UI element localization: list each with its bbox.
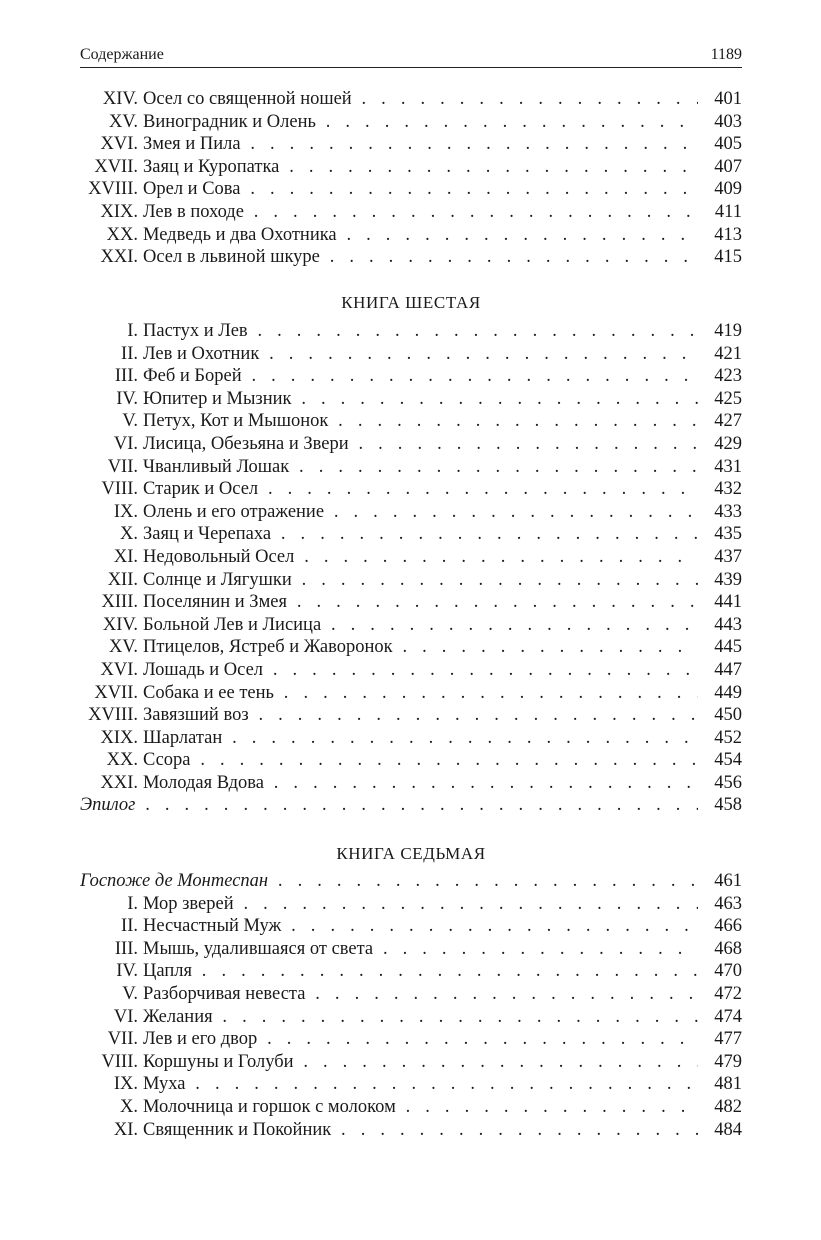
entry-number: VII. — [107, 1029, 138, 1050]
entry-title: Шарлатан . . . — [143, 727, 698, 750]
entry-page: 482 — [698, 1096, 742, 1119]
entry-page: 439 — [698, 569, 742, 592]
entry-title: Желания . . . — [143, 1006, 698, 1029]
entry-page: 407 — [698, 156, 742, 179]
entry-page: 443 — [698, 614, 742, 637]
entry-title: Поселянин и Змея . . . — [143, 591, 698, 614]
toc-entry — [80, 365, 742, 388]
page-number: 1189 — [710, 46, 742, 63]
entry-title: Муха . . . — [143, 1073, 698, 1096]
entry-page: 413 — [698, 224, 742, 247]
entry-title: Цапля . . . — [143, 960, 698, 983]
toc-entry — [80, 111, 742, 134]
toc-entry — [80, 201, 742, 224]
entry-page: 403 — [698, 111, 742, 134]
toc-entry-dedication — [80, 870, 742, 893]
entry-number: XII. — [107, 569, 138, 590]
book6-heading: КНИГА ШЕСТАЯ — [341, 293, 481, 312]
toc-entry — [80, 727, 742, 750]
entry-page: 435 — [698, 523, 742, 546]
entry-number: XXI. — [100, 247, 138, 268]
toc-entry — [80, 88, 742, 111]
toc-entry — [80, 682, 742, 705]
entry-page: 479 — [698, 1051, 742, 1074]
entry-title: Заяц и Черепаха . . . — [143, 523, 698, 546]
header-rule — [80, 67, 742, 68]
entry-title: Священник и Покойник . . . — [143, 1119, 698, 1142]
entry-number: X. — [120, 524, 138, 545]
entry-title: Виноградник и Олень . . . — [143, 111, 698, 134]
book7-toc-list — [80, 870, 742, 1141]
entry-number: II. — [121, 343, 138, 364]
toc-entry — [80, 433, 742, 456]
entry-number: XIV. — [102, 614, 138, 635]
toc-entry — [80, 1006, 742, 1029]
toc-entry — [80, 224, 742, 247]
entry-page: 461 — [698, 870, 742, 893]
entry-number: XX. — [106, 224, 138, 245]
entry-number: II. — [121, 916, 138, 937]
entry-title: Молочница и горшок с молоком . . . — [143, 1096, 698, 1119]
entry-title: Змея и Пила . . . — [143, 133, 698, 156]
entry-number: XVIII. — [88, 705, 138, 726]
entry-title: Несчастный Муж . . . — [143, 915, 698, 938]
toc-entry — [80, 1073, 742, 1096]
toc-entry — [80, 938, 742, 961]
entry-page: 449 — [698, 682, 742, 705]
entry-page: 447 — [698, 659, 742, 682]
toc-entry — [80, 569, 742, 592]
entry-number: XXI. — [100, 772, 138, 793]
entry-number: VII. — [107, 456, 138, 477]
entry-title: Мышь, удалившаяся от света . . . — [143, 938, 698, 961]
entry-title: Птицелов, Ястреб и Жаворонок . . . — [143, 636, 698, 659]
entry-page: 411 — [698, 201, 742, 224]
section-title: Содержание — [80, 46, 164, 63]
entry-number: XI. — [113, 1119, 138, 1140]
entry-page: 421 — [698, 343, 742, 366]
entry-number: XVII. — [94, 156, 138, 177]
entry-title: Лев и его двор . . . — [143, 1028, 698, 1051]
toc-entry — [80, 960, 742, 983]
entry-page: 437 — [698, 546, 742, 569]
entry-page: 470 — [698, 960, 742, 983]
entry-title: Недовольный Осел . . . — [143, 546, 698, 569]
entry-number: V. — [122, 411, 138, 432]
toc-entry — [80, 772, 742, 795]
entry-number: I. — [127, 321, 138, 341]
entry-number: XX. — [106, 750, 138, 771]
entry-number: III. — [114, 366, 138, 387]
toc-entry — [80, 478, 742, 501]
entry-number: XV. — [109, 637, 138, 658]
entry-page: 405 — [698, 133, 742, 156]
entry-title: Лев и Охотник . . . — [143, 343, 698, 366]
entry-title: Старик и Осел . . . — [143, 478, 698, 501]
entry-page: 454 — [698, 749, 742, 772]
toc-entry — [80, 893, 742, 916]
entry-title: Медведь и два Охотника . . . — [143, 224, 698, 247]
toc-entry — [80, 1119, 742, 1142]
entry-page: 456 — [698, 772, 742, 795]
entry-title: Осел в львиной шкуре . . . — [143, 246, 698, 269]
entry-number: IV. — [116, 961, 138, 982]
entry-page: 477 — [698, 1028, 742, 1051]
entry-number: XVI. — [100, 659, 138, 680]
entry-page: 481 — [698, 1073, 742, 1096]
entry-title: Больной Лев и Лисица . . . — [143, 614, 698, 637]
entry-page: 423 — [698, 365, 742, 388]
entry-title: Орел и Сова . . . — [143, 178, 698, 201]
entry-title: Солнце и Лягушки . . . — [143, 569, 698, 592]
toc-entry-epilogue — [80, 794, 742, 817]
entry-title: Коршуны и Голуби . . . — [143, 1051, 698, 1074]
entry-title: Чванливый Лошак . . . — [143, 456, 698, 479]
toc-entry — [80, 246, 742, 269]
entry-page: 415 — [698, 246, 742, 269]
toc-entry — [80, 523, 742, 546]
book6-toc-list — [80, 320, 742, 817]
entry-number: VI. — [113, 433, 138, 454]
entry-page: 419 — [698, 320, 742, 343]
toc-entry — [80, 388, 742, 411]
entry-number: XIX. — [100, 727, 138, 748]
entry-page: 409 — [698, 178, 742, 201]
entry-number: XIX. — [100, 201, 138, 222]
toc-entry — [80, 178, 742, 201]
entry-page: 458 — [698, 794, 742, 817]
entry-title: Мор зверей . . . — [143, 893, 698, 916]
entry-number: XVIII. — [88, 179, 138, 200]
entry-page: 452 — [698, 727, 742, 750]
entry-title: Молодая Вдова . . . — [143, 772, 698, 795]
toc-entry — [80, 133, 742, 156]
toc-entry — [80, 320, 742, 343]
toc-entry — [80, 749, 742, 772]
book5-toc-list — [80, 88, 742, 269]
toc-entry — [80, 456, 742, 479]
toc-entry — [80, 591, 742, 614]
entry-page: 450 — [698, 704, 742, 727]
entry-title: Разборчивая невеста . . . — [143, 983, 698, 1006]
entry-title: Осел со священной ношей . . . — [143, 88, 698, 111]
entry-number: XIII. — [101, 592, 138, 613]
entry-title: Пастух и Лев . . . — [143, 320, 698, 343]
entry-number: XI. — [113, 546, 138, 567]
entry-title: Лошадь и Осел . . . — [143, 659, 698, 682]
toc-entry — [80, 410, 742, 433]
entry-page: 466 — [698, 915, 742, 938]
running-header — [80, 44, 742, 66]
toc-entry — [80, 1028, 742, 1051]
entry-page: 445 — [698, 636, 742, 659]
toc-entry — [80, 915, 742, 938]
entry-number: III. — [114, 938, 138, 959]
entry-number: IX. — [113, 1074, 138, 1095]
toc-entry — [80, 1096, 742, 1119]
entry-page: 463 — [698, 893, 742, 916]
entry-number: VIII. — [101, 479, 138, 500]
entry-page: 425 — [698, 388, 742, 411]
toc-entry — [80, 156, 742, 179]
entry-number: XV. — [109, 111, 138, 132]
entry-title: Эпилог . . . — [80, 794, 698, 817]
entry-number: VIII. — [101, 1051, 138, 1072]
entry-title: Лев в походе . . . — [143, 201, 698, 224]
toc-entry — [80, 659, 742, 682]
entry-title: Заяц и Куропатка . . . — [143, 156, 698, 179]
entry-page: 441 — [698, 591, 742, 614]
entry-page: 429 — [698, 433, 742, 456]
entry-page: 431 — [698, 456, 742, 479]
book7-heading: КНИГА СЕДЬМАЯ — [336, 844, 486, 863]
entry-title: Феб и Борей . . . — [143, 365, 698, 388]
entry-title: Юпитер и Мызник . . . — [143, 388, 698, 411]
toc-entry — [80, 983, 742, 1006]
entry-number: IV. — [116, 388, 138, 409]
entry-number: V. — [122, 983, 138, 1004]
entry-title: Ссора . . . — [143, 749, 698, 772]
entry-number: XVII. — [94, 682, 138, 703]
entry-number: X. — [120, 1096, 138, 1117]
toc-entry — [80, 546, 742, 569]
entry-title: Госпоже де Монтеспан . . . — [80, 870, 698, 893]
toc-entry — [80, 614, 742, 637]
toc-entry — [80, 636, 742, 659]
entry-title: Собака и ее тень . . . — [143, 682, 698, 705]
entry-title: Петух, Кот и Мышонок . . . — [143, 410, 698, 433]
entry-number: XIV. — [102, 89, 138, 109]
toc-entry — [80, 1051, 742, 1074]
entry-page: 433 — [698, 501, 742, 524]
toc-entry — [80, 343, 742, 366]
entry-title: Лисица, Обезьяна и Звери . . . — [143, 433, 698, 456]
entry-page: 468 — [698, 938, 742, 961]
toc-entry — [80, 501, 742, 524]
entry-number: I. — [127, 893, 138, 914]
entry-number: IX. — [113, 501, 138, 522]
entry-number: VI. — [113, 1006, 138, 1027]
entry-page: 474 — [698, 1006, 742, 1029]
entry-title: Завязший воз . . . — [143, 704, 698, 727]
entry-title: Олень и его отражение . . . — [143, 501, 698, 524]
entry-page: 401 — [698, 88, 742, 111]
toc-entry — [80, 704, 742, 727]
entry-page: 472 — [698, 983, 742, 1006]
entry-number: XVI. — [100, 134, 138, 155]
entry-page: 427 — [698, 410, 742, 433]
entry-page: 484 — [698, 1119, 742, 1142]
entry-page: 432 — [698, 478, 742, 501]
